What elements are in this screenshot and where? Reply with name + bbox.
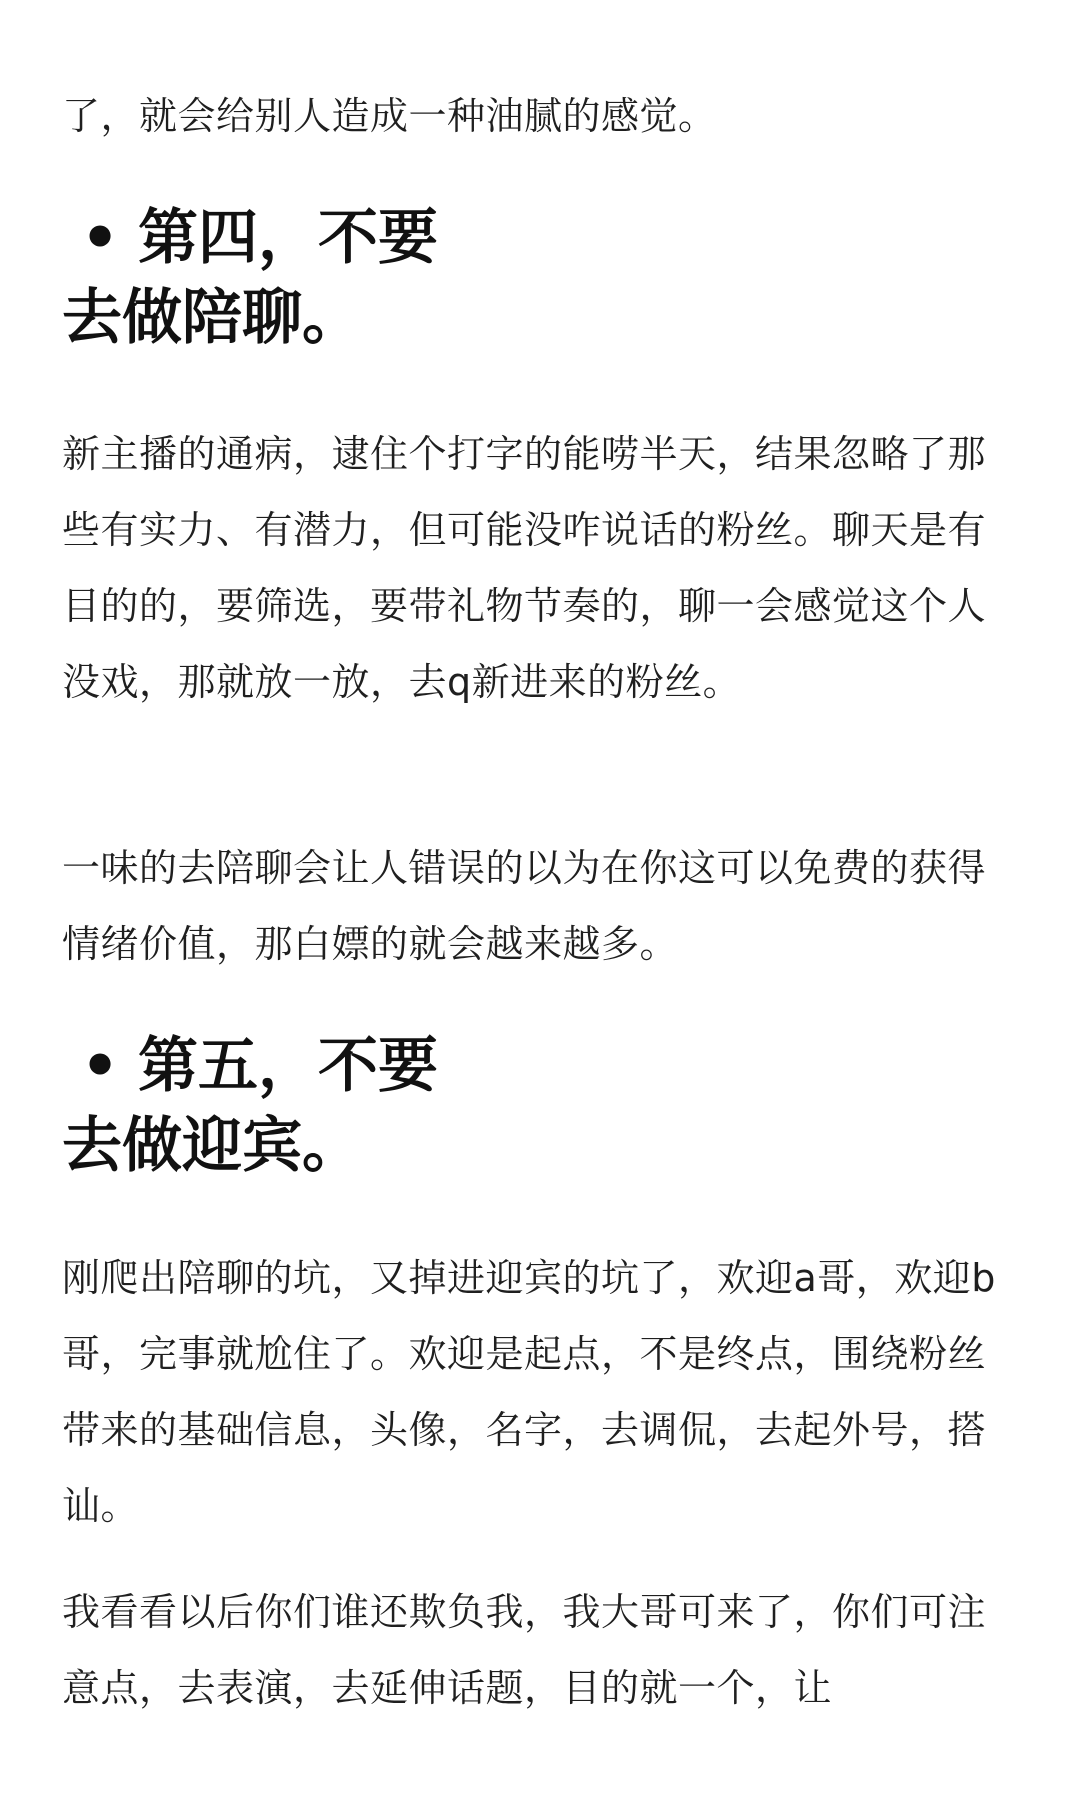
section-four-title-line2: 去做陪聊。 (62, 283, 362, 353)
section-five-title-line2: 去做迎宾。 (62, 1111, 362, 1181)
section-four-paragraph-2: 一味的去陪聊会让人错误的以为在你这可以免费的获得情绪价值，那白嫖的就会越来越多。 (62, 846, 987, 966)
section-five-title-line1: 第五，不要 (138, 1031, 438, 1101)
section-five-paragraph-2: 我看看以后你们谁还欺负我，我大哥可来了，你们可注意点，去表演，去延伸话题，目的就一个，让 (62, 1590, 987, 1710)
section-five-heading (62, 1026, 438, 1186)
bullet-icon: • (80, 1031, 120, 1101)
section-four-title-line1: 第四，不要 (138, 203, 438, 273)
bullet-icon: • (80, 203, 120, 273)
intro-paragraph: 了，就会给别人造成一种油腻的感觉。 (62, 94, 717, 138)
section-four-heading (62, 198, 438, 358)
section-five-paragraph-1: 刚爬出陪聊的坑，又掉进迎宾的坑了，欢迎a哥，欢迎b哥，完事就尬住了。欢迎是起点，不是终点，围绕粉丝带来的基础信息，头像，名字，去调侃，去起外号，搭讪。 (62, 1256, 996, 1528)
section-four-paragraph-1: 新主播的通病，逮住个打字的能唠半天，结果忽略了那些有实力、有潜力，但可能没咋说话的粉丝。聊天是有目的的，要筛选，要带礼物节奏的，聊一会感觉这个人没戏，那就放一放，去q新进来的粉丝。 (62, 432, 987, 704)
